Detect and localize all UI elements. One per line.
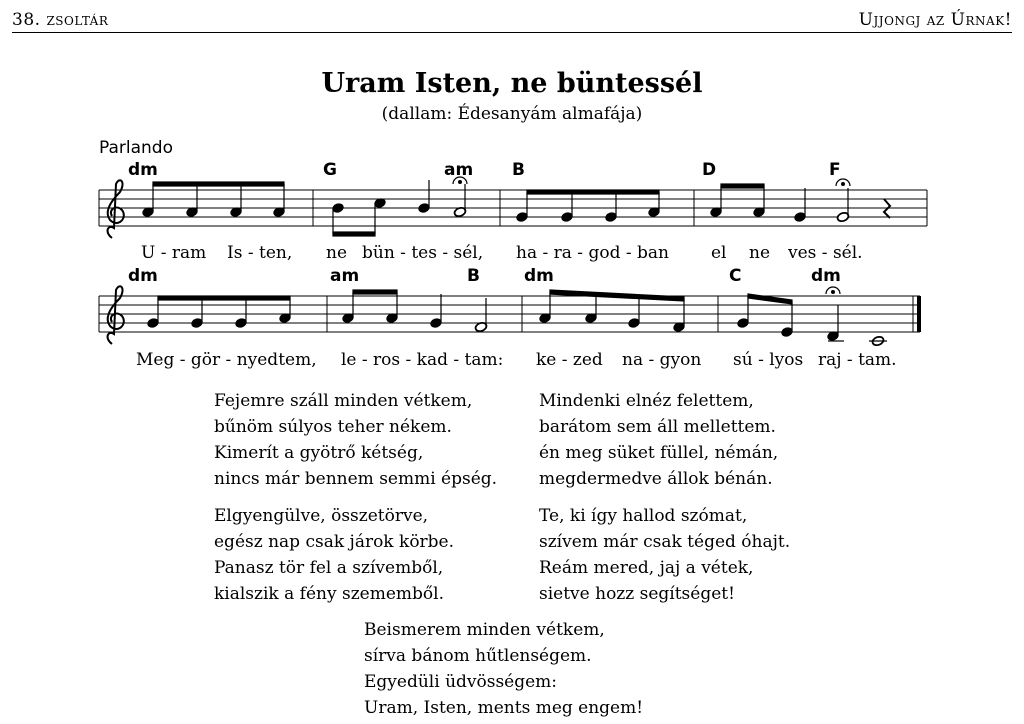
verse-line: egész nap csak járok körbe. xyxy=(214,532,455,552)
lyric-syllables: na - gyon xyxy=(622,350,702,370)
lyric-syllables: U - ram xyxy=(141,243,207,263)
chord-symbol: am xyxy=(330,266,360,286)
verse-line: Egyedüli üdvösségem: xyxy=(364,672,558,692)
lyric-syllables: ne xyxy=(326,243,348,263)
chord-symbol: am xyxy=(444,160,474,180)
chord-symbol: B xyxy=(512,160,525,180)
lyric-syllables: raj - tam. xyxy=(818,350,897,370)
song-title: Uram Isten, ne büntessél xyxy=(321,68,703,99)
verse-line: Reám mered, jaj a vétek, xyxy=(539,558,754,578)
lyric-syllables: Meg - gör - nyedtem, xyxy=(136,350,317,370)
treble-clef-icon xyxy=(108,286,124,344)
chord-symbol: dm xyxy=(128,160,158,180)
verse-line: bűnöm súlyos teher nékem. xyxy=(214,417,452,437)
verse-line: barátom sem áll mellettem. xyxy=(539,417,776,437)
lyric-syllables: ha - ra - god - ban xyxy=(516,243,669,263)
tempo-marking: Parlando xyxy=(99,138,174,158)
lyric-syllables: sú - lyos xyxy=(733,350,804,370)
verse-line: én meg süket füllel, némán, xyxy=(539,443,779,463)
verse-line: Fejemre száll minden vétkem, xyxy=(214,391,473,411)
psalm-number: 38. zsoltár xyxy=(12,10,109,30)
lyric-syllables: Is - ten, xyxy=(227,243,293,263)
treble-clef-icon xyxy=(108,180,124,238)
chord-symbol: G xyxy=(323,160,337,180)
verse-2 xyxy=(214,388,497,492)
verse-line: sírva bánom hűtlenségem. xyxy=(364,646,592,666)
final-barline xyxy=(917,296,921,332)
notes-staff-1 xyxy=(142,177,890,236)
verse-line: megdermedve állok bénán. xyxy=(539,469,773,489)
verse-line: Mindenki elnéz felettem, xyxy=(539,391,754,411)
verse-line: Kimerít a gyötrő kétség, xyxy=(214,443,424,463)
verse-line: Te, ki így hallod szómat, xyxy=(539,506,748,526)
verse-line: Elgyengülve, összetörve, xyxy=(214,506,429,526)
chord-symbol: dm xyxy=(128,266,158,286)
chord-symbol: dm xyxy=(524,266,554,286)
lyric-syllables: ves - sél. xyxy=(788,243,863,263)
lyric-syllables: ke - zed xyxy=(536,350,603,370)
song-subtitle: (dallam: Édesanyám almafája) xyxy=(381,104,643,124)
lyric-syllables: el xyxy=(711,243,727,263)
verse-line: kialszik a fény szememből. xyxy=(214,584,444,604)
verse-5 xyxy=(539,503,790,607)
lyric-syllables: le - ros - kad - tam: xyxy=(341,350,504,370)
chord-symbol: F xyxy=(829,160,841,180)
verse-6 xyxy=(364,617,643,721)
staff-lines-2 xyxy=(99,296,920,332)
verse-line: nincs már bennem semmi épség. xyxy=(214,469,498,489)
verse-line: sietve hozz segítséget! xyxy=(539,584,735,604)
lyric-syllables: ne xyxy=(749,243,771,263)
chord-symbol: D xyxy=(702,160,717,180)
book-title: Ujjongj az Úrnak! xyxy=(858,10,1012,30)
chord-symbol: B xyxy=(467,266,480,286)
verse-3 xyxy=(539,388,778,492)
chord-symbol: dm xyxy=(811,266,841,286)
verse-line: Uram, Isten, ments meg engem! xyxy=(364,698,644,718)
verse-line: Beismerem minden vétkem, xyxy=(364,620,605,640)
verse-4 xyxy=(214,503,454,607)
lyric-syllables: bün - tes - sél, xyxy=(362,243,484,263)
verse-line: szívem már csak téged óhajt. xyxy=(539,532,791,552)
verse-line: Panasz tör fel a szívemből, xyxy=(214,558,444,578)
chord-symbol: C xyxy=(729,266,742,286)
